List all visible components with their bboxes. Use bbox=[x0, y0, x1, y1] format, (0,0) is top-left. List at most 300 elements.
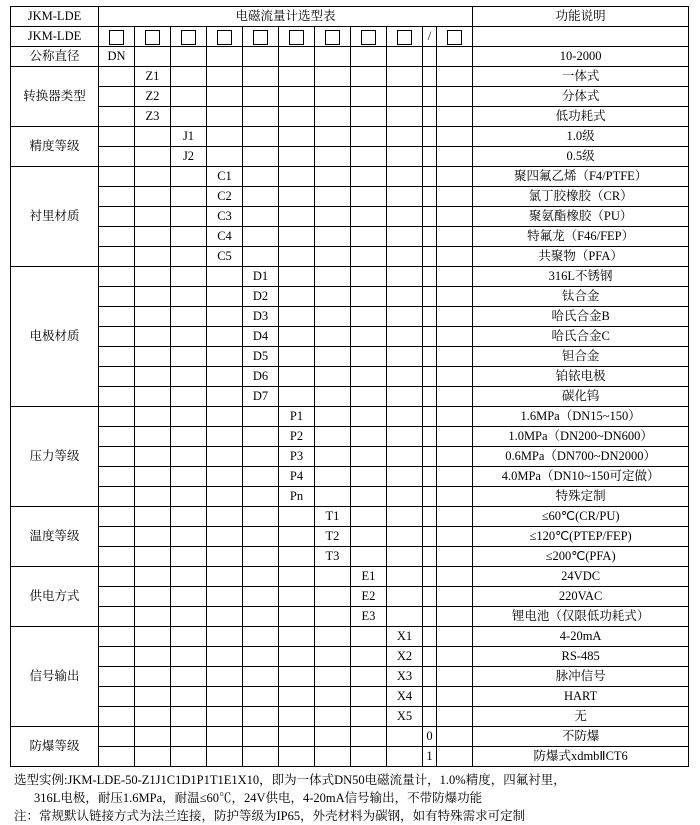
code-cell[interactable]: X5 bbox=[387, 707, 423, 727]
empty-cell bbox=[171, 527, 207, 547]
empty-cell bbox=[315, 427, 351, 447]
category-cell-3: 衬里材质 bbox=[11, 167, 99, 267]
empty-cell bbox=[171, 87, 207, 107]
empty-cell bbox=[387, 387, 423, 407]
description-cell: 聚氨酯橡胶（PU） bbox=[473, 207, 689, 227]
empty-cell bbox=[351, 687, 387, 707]
code-cell[interactable]: D4 bbox=[243, 327, 279, 347]
empty-cell bbox=[99, 207, 135, 227]
empty-cell bbox=[351, 87, 387, 107]
empty-cell bbox=[135, 327, 171, 347]
empty-cell bbox=[243, 747, 279, 767]
empty-cell bbox=[423, 367, 437, 387]
empty-cell bbox=[437, 47, 473, 67]
code-cell[interactable]: X1 bbox=[387, 627, 423, 647]
empty-cell bbox=[135, 447, 171, 467]
code-cell[interactable]: D1 bbox=[243, 267, 279, 287]
code-cell[interactable]: P3 bbox=[279, 447, 315, 467]
empty-cell bbox=[171, 47, 207, 67]
empty-cell bbox=[279, 107, 315, 127]
description-cell: 防爆式xdmbⅡCT6 bbox=[473, 747, 689, 767]
empty-cell bbox=[351, 707, 387, 727]
empty-cell bbox=[423, 87, 437, 107]
empty-cell bbox=[351, 427, 387, 447]
empty-cell bbox=[279, 47, 315, 67]
code-cell[interactable]: Z2 bbox=[135, 87, 171, 107]
empty-cell bbox=[135, 567, 171, 587]
code-box-5[interactable] bbox=[243, 27, 279, 47]
empty-cell bbox=[171, 307, 207, 327]
table-row bbox=[11, 307, 689, 327]
empty-cell bbox=[171, 67, 207, 87]
empty-cell bbox=[279, 227, 315, 247]
empty-cell bbox=[423, 67, 437, 87]
code-cell[interactable]: D3 bbox=[243, 307, 279, 327]
empty-cell bbox=[351, 307, 387, 327]
empty-cell bbox=[279, 587, 315, 607]
empty-cell bbox=[243, 207, 279, 227]
empty-cell bbox=[423, 47, 437, 67]
empty-cell bbox=[171, 247, 207, 267]
empty-cell bbox=[171, 587, 207, 607]
empty-cell bbox=[279, 147, 315, 167]
empty-cell bbox=[351, 647, 387, 667]
empty-cell bbox=[423, 127, 437, 147]
empty-cell bbox=[387, 307, 423, 327]
empty-cell bbox=[423, 407, 437, 427]
empty-cell bbox=[351, 187, 387, 207]
empty-cell bbox=[207, 467, 243, 487]
table-row bbox=[11, 147, 689, 167]
empty-cell bbox=[171, 647, 207, 667]
code-cell[interactable]: T3 bbox=[315, 547, 351, 567]
empty-cell bbox=[243, 547, 279, 567]
empty-cell bbox=[387, 567, 423, 587]
empty-cell bbox=[135, 507, 171, 527]
empty-cell bbox=[207, 547, 243, 567]
table-row bbox=[11, 327, 689, 347]
code-cell[interactable]: P4 bbox=[279, 467, 315, 487]
empty-cell bbox=[99, 727, 135, 747]
empty-cell bbox=[437, 307, 473, 327]
category-cell-2: 精度等级 bbox=[11, 127, 99, 167]
empty-cell bbox=[437, 447, 473, 467]
table-row bbox=[11, 587, 689, 607]
empty-cell bbox=[315, 707, 351, 727]
code-cell[interactable]: D7 bbox=[243, 387, 279, 407]
description-cell: 分体式 bbox=[473, 87, 689, 107]
selection-table bbox=[10, 6, 689, 767]
empty-cell bbox=[207, 47, 243, 67]
empty-cell bbox=[171, 627, 207, 647]
empty-cell bbox=[437, 187, 473, 207]
code-cell[interactable]: T2 bbox=[315, 527, 351, 547]
empty-cell bbox=[243, 507, 279, 527]
empty-cell bbox=[315, 447, 351, 467]
table-row bbox=[11, 247, 689, 267]
code-cell[interactable]: 0 bbox=[423, 727, 437, 747]
empty-cell bbox=[279, 187, 315, 207]
empty-cell bbox=[279, 67, 315, 87]
notes-block bbox=[14, 767, 686, 825]
empty-cell bbox=[437, 527, 473, 547]
empty-cell bbox=[423, 487, 437, 507]
code-cell[interactable]: Z1 bbox=[135, 67, 171, 87]
empty-cell bbox=[279, 567, 315, 587]
empty-cell bbox=[315, 127, 351, 147]
code-box-2[interactable] bbox=[135, 27, 171, 47]
empty-cell bbox=[315, 367, 351, 387]
code-box-8[interactable] bbox=[351, 27, 387, 47]
empty-cell bbox=[135, 187, 171, 207]
empty-cell bbox=[99, 707, 135, 727]
empty-cell bbox=[243, 527, 279, 547]
empty-cell bbox=[351, 407, 387, 427]
code-cell[interactable]: P2 bbox=[279, 427, 315, 447]
empty-cell bbox=[135, 747, 171, 767]
code-cell[interactable]: C1 bbox=[207, 167, 243, 187]
table-row bbox=[11, 627, 689, 647]
empty-cell bbox=[171, 327, 207, 347]
table-row bbox=[11, 187, 689, 207]
description-cell: 碳化钨 bbox=[473, 387, 689, 407]
empty-cell bbox=[387, 727, 423, 747]
empty-cell bbox=[351, 227, 387, 247]
empty-cell bbox=[423, 427, 437, 447]
empty-cell bbox=[315, 147, 351, 167]
empty-cell bbox=[387, 67, 423, 87]
empty-cell bbox=[243, 127, 279, 147]
description-cell: ≤60℃(CR/PU) bbox=[473, 507, 689, 527]
table-row bbox=[11, 367, 689, 387]
empty-cell bbox=[437, 547, 473, 567]
slash-cell: / bbox=[423, 27, 437, 47]
description-cell: ≤120℃(PTEP/FEP) bbox=[473, 527, 689, 547]
empty-cell bbox=[279, 347, 315, 367]
empty-cell bbox=[135, 487, 171, 507]
table-row bbox=[11, 707, 689, 727]
table-row bbox=[11, 527, 689, 547]
empty-cell bbox=[135, 547, 171, 567]
empty-cell bbox=[207, 347, 243, 367]
empty-cell bbox=[351, 507, 387, 527]
empty-cell bbox=[387, 747, 423, 767]
empty-cell bbox=[423, 307, 437, 327]
code-box-9[interactable] bbox=[387, 27, 423, 47]
empty-cell bbox=[423, 647, 437, 667]
empty-cell bbox=[207, 447, 243, 467]
empty-cell bbox=[315, 667, 351, 687]
empty-cell bbox=[135, 627, 171, 647]
checkbox-icon bbox=[397, 30, 412, 45]
table-row bbox=[11, 67, 689, 87]
empty-cell bbox=[351, 367, 387, 387]
empty-cell bbox=[315, 327, 351, 347]
empty-cell bbox=[279, 127, 315, 147]
empty-cell bbox=[171, 287, 207, 307]
empty-cell bbox=[437, 87, 473, 107]
empty-cell bbox=[315, 107, 351, 127]
empty-cell bbox=[207, 627, 243, 647]
empty-cell bbox=[437, 427, 473, 447]
empty-cell bbox=[437, 107, 473, 127]
empty-cell bbox=[351, 247, 387, 267]
empty-cell bbox=[279, 527, 315, 547]
empty-cell bbox=[351, 547, 387, 567]
empty-cell bbox=[135, 167, 171, 187]
empty-cell bbox=[99, 227, 135, 247]
empty-cell bbox=[243, 707, 279, 727]
code-box-6[interactable] bbox=[279, 27, 315, 47]
table-row bbox=[11, 667, 689, 687]
checkbox-icon bbox=[253, 30, 268, 45]
checkbox-icon bbox=[217, 30, 232, 45]
code-box-1[interactable] bbox=[99, 27, 135, 47]
table-row bbox=[11, 207, 689, 227]
code-cell[interactable]: DN bbox=[99, 47, 135, 67]
table-row bbox=[11, 227, 689, 247]
empty-cell bbox=[423, 507, 437, 527]
description-cell: 特氟龙（F46/FEP） bbox=[473, 227, 689, 247]
empty-cell bbox=[99, 647, 135, 667]
code-cell[interactable]: D6 bbox=[243, 367, 279, 387]
empty-cell bbox=[207, 407, 243, 427]
empty-cell bbox=[437, 667, 473, 687]
empty-cell bbox=[207, 327, 243, 347]
empty-cell bbox=[243, 567, 279, 587]
code-cell[interactable]: D2 bbox=[243, 287, 279, 307]
empty-cell bbox=[171, 467, 207, 487]
category-cell-0: 公称直径 bbox=[11, 47, 99, 67]
empty-cell bbox=[315, 287, 351, 307]
empty-cell bbox=[171, 507, 207, 527]
empty-cell bbox=[135, 667, 171, 687]
empty-cell bbox=[207, 307, 243, 327]
table-row bbox=[11, 747, 689, 767]
table-row bbox=[11, 287, 689, 307]
empty-cell bbox=[387, 527, 423, 547]
code-box-10[interactable] bbox=[437, 27, 473, 47]
empty-cell bbox=[279, 727, 315, 747]
empty-cell bbox=[171, 687, 207, 707]
note-line-3: 注：常规默认链接方式为法兰连接，防护等级为IP65，外壳材料为碳钢，如有特殊需求可定制 bbox=[14, 809, 526, 824]
empty-cell bbox=[171, 547, 207, 567]
description-cell: 共聚物（PFA） bbox=[473, 247, 689, 267]
empty-cell bbox=[315, 487, 351, 507]
code-box-4[interactable] bbox=[207, 27, 243, 47]
empty-cell bbox=[351, 147, 387, 167]
description-cell: 脉冲信号 bbox=[473, 667, 689, 687]
empty-cell bbox=[437, 387, 473, 407]
empty-cell bbox=[437, 567, 473, 587]
description-cell: 4-20mA bbox=[473, 627, 689, 647]
empty-cell bbox=[171, 227, 207, 247]
empty-cell bbox=[315, 67, 351, 87]
code-cell[interactable]: C3 bbox=[207, 207, 243, 227]
description-cell: 0.6MPa（DN700~DN2000） bbox=[473, 447, 689, 467]
empty-cell bbox=[351, 747, 387, 767]
empty-cell bbox=[279, 687, 315, 707]
table-row bbox=[11, 407, 689, 427]
empty-cell bbox=[437, 327, 473, 347]
code-cell[interactable]: X3 bbox=[387, 667, 423, 687]
table-header-row bbox=[11, 7, 689, 27]
code-cell[interactable]: J2 bbox=[171, 147, 207, 167]
description-cell: 220VAC bbox=[473, 587, 689, 607]
empty-cell bbox=[351, 127, 387, 147]
description-cell: 聚四氟乙烯（F4/PTFE） bbox=[473, 167, 689, 187]
table-row bbox=[11, 447, 689, 467]
checkbox-icon bbox=[145, 30, 160, 45]
empty-cell bbox=[207, 287, 243, 307]
checkbox-icon bbox=[289, 30, 304, 45]
table-row bbox=[11, 267, 689, 287]
empty-cell bbox=[243, 667, 279, 687]
code-cell[interactable]: E3 bbox=[351, 607, 387, 627]
empty-cell bbox=[171, 727, 207, 747]
empty-cell bbox=[171, 167, 207, 187]
model-prefix-cell: JKM-LDE bbox=[11, 7, 99, 27]
empty-cell bbox=[423, 447, 437, 467]
empty-cell bbox=[437, 507, 473, 527]
empty-cell bbox=[135, 147, 171, 167]
empty-cell bbox=[243, 427, 279, 447]
empty-cell bbox=[135, 347, 171, 367]
code-cell[interactable]: Z3 bbox=[135, 107, 171, 127]
empty-cell bbox=[171, 407, 207, 427]
empty-cell bbox=[437, 627, 473, 647]
empty-cell bbox=[315, 627, 351, 647]
note-line-2: 316L电极，耐压1.6MPa，耐温≤60℃，24V供电，4-20mA信号输出，不带防爆功能 bbox=[34, 791, 483, 806]
empty-cell bbox=[171, 707, 207, 727]
table-row bbox=[11, 167, 689, 187]
empty-cell bbox=[99, 107, 135, 127]
empty-cell bbox=[279, 87, 315, 107]
empty-cell bbox=[243, 587, 279, 607]
empty-cell bbox=[99, 667, 135, 687]
empty-cell bbox=[423, 707, 437, 727]
empty-cell bbox=[99, 607, 135, 627]
empty-cell bbox=[99, 387, 135, 407]
code-box-3[interactable] bbox=[171, 27, 207, 47]
empty-cell bbox=[243, 227, 279, 247]
empty-cell bbox=[423, 107, 437, 127]
empty-cell bbox=[243, 627, 279, 647]
empty-cell bbox=[171, 387, 207, 407]
empty-cell bbox=[315, 387, 351, 407]
empty-cell bbox=[315, 307, 351, 327]
empty-cell bbox=[351, 67, 387, 87]
description-cell: 24VDC bbox=[473, 567, 689, 587]
table-title-cell: 电磁流量计选型表 bbox=[99, 7, 473, 27]
empty-cell bbox=[387, 267, 423, 287]
table-row bbox=[11, 467, 689, 487]
table-row bbox=[11, 427, 689, 447]
empty-cell bbox=[99, 447, 135, 467]
code-cell[interactable]: X4 bbox=[387, 687, 423, 707]
code-cell[interactable]: X2 bbox=[387, 647, 423, 667]
empty-cell bbox=[279, 547, 315, 567]
checkbox-icon bbox=[325, 30, 340, 45]
empty-cell bbox=[351, 487, 387, 507]
empty-cell bbox=[243, 607, 279, 627]
empty-cell bbox=[351, 207, 387, 227]
empty-cell bbox=[437, 347, 473, 367]
empty-cell bbox=[387, 127, 423, 147]
empty-cell bbox=[315, 647, 351, 667]
empty-cell bbox=[387, 327, 423, 347]
empty-cell bbox=[243, 47, 279, 67]
description-cell: 1.6MPa（DN15~150） bbox=[473, 407, 689, 427]
code-cell[interactable]: C4 bbox=[207, 227, 243, 247]
code-cell[interactable]: Pn bbox=[279, 487, 315, 507]
empty-cell bbox=[207, 127, 243, 147]
code-cell[interactable]: P1 bbox=[279, 407, 315, 427]
empty-cell bbox=[99, 347, 135, 367]
description-cell: 0.5级 bbox=[473, 147, 689, 167]
empty-cell bbox=[387, 167, 423, 187]
code-cell[interactable]: D5 bbox=[243, 347, 279, 367]
code-box-row bbox=[11, 27, 689, 47]
empty-cell bbox=[315, 687, 351, 707]
code-cell[interactable]: C5 bbox=[207, 247, 243, 267]
code-cell[interactable]: J1 bbox=[171, 127, 207, 147]
empty-cell bbox=[171, 487, 207, 507]
empty-cell bbox=[135, 407, 171, 427]
code-box-7[interactable] bbox=[315, 27, 351, 47]
table-row bbox=[11, 127, 689, 147]
empty-cell bbox=[279, 247, 315, 267]
empty-cell bbox=[437, 127, 473, 147]
empty-cell bbox=[279, 507, 315, 527]
empty-cell bbox=[171, 447, 207, 467]
empty-cell bbox=[135, 427, 171, 447]
table-row bbox=[11, 647, 689, 667]
empty-cell bbox=[423, 147, 437, 167]
empty-cell bbox=[351, 327, 387, 347]
empty-cell bbox=[135, 727, 171, 747]
empty-cell bbox=[99, 287, 135, 307]
empty-cell bbox=[387, 207, 423, 227]
code-cell[interactable]: 1 bbox=[423, 747, 437, 767]
empty-cell bbox=[243, 487, 279, 507]
empty-cell bbox=[387, 87, 423, 107]
empty-cell bbox=[315, 567, 351, 587]
empty-cell bbox=[135, 267, 171, 287]
description-cell: 10-2000 bbox=[473, 47, 689, 67]
category-cell-1: 转换器类型 bbox=[11, 67, 99, 127]
empty-cell bbox=[171, 747, 207, 767]
empty-cell bbox=[135, 527, 171, 547]
empty-cell bbox=[279, 667, 315, 687]
code-cell[interactable]: E2 bbox=[351, 587, 387, 607]
empty-cell bbox=[99, 527, 135, 547]
empty-cell bbox=[387, 107, 423, 127]
empty-cell bbox=[423, 247, 437, 267]
code-cell[interactable]: E1 bbox=[351, 567, 387, 587]
empty-cell bbox=[437, 587, 473, 607]
checkbox-icon bbox=[447, 30, 462, 45]
empty-cell bbox=[171, 107, 207, 127]
empty-cell bbox=[423, 207, 437, 227]
code-cell[interactable]: T1 bbox=[315, 507, 351, 527]
code-cell[interactable]: C2 bbox=[207, 187, 243, 207]
empty-cell bbox=[135, 467, 171, 487]
empty-cell bbox=[437, 407, 473, 427]
empty-cell bbox=[279, 607, 315, 627]
empty-cell bbox=[351, 347, 387, 367]
empty-cell bbox=[423, 467, 437, 487]
